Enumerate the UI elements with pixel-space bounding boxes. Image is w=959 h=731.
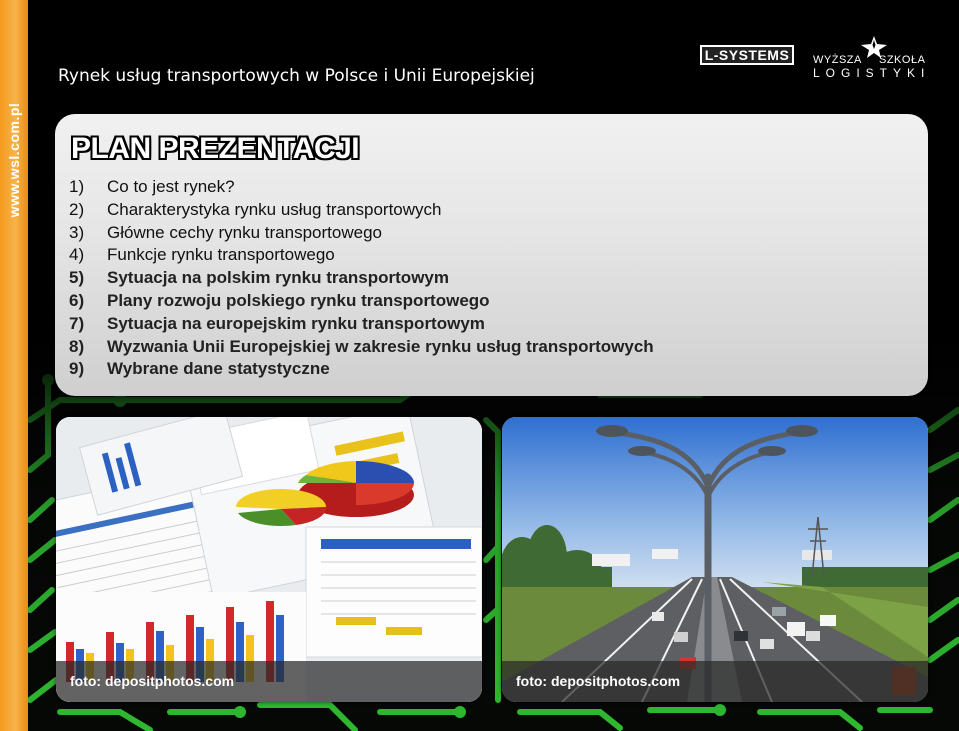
wsl-logo-word-left: WYŻSZA: [813, 54, 862, 66]
side-website-label: [1, 100, 27, 220]
wsl-logo-line2: LOGISTYKI: [813, 66, 931, 80]
agenda-item: [69, 176, 654, 199]
wsl-logo: [813, 36, 931, 82]
photo-credit-text: foto: depositphotos.com: [70, 673, 235, 689]
plan-heading: PLAN PREZENTACJI: [71, 132, 360, 165]
agenda-item-text: Sytuacja na polskim rynku transportowym: [107, 268, 449, 288]
agenda-item: [69, 290, 654, 313]
wsl-logo-word-right: SZKOŁA: [879, 54, 926, 66]
agenda-item-number: 1): [69, 177, 85, 196]
lsystems-logo-text: L-SYSTEMS: [704, 47, 790, 63]
agenda-item-number: 8): [69, 336, 85, 356]
agenda-item-number: 4): [69, 245, 85, 265]
photo-credit-text: foto: depositphotos.com: [516, 673, 681, 689]
agenda-item: [69, 313, 654, 336]
agenda-item-text: Plany rozwoju polskiego rynku transportowego: [107, 290, 490, 310]
photo-credit-bar: [502, 661, 928, 702]
photo-credit-bar: [56, 661, 482, 702]
agenda-item-text: Wyzwania Unii Europejskiej w zakresie rynku usług transportowych: [107, 336, 654, 356]
wsl-logo-line1: [813, 54, 926, 66]
agenda-item-text: Główne cechy rynku transportowego: [107, 222, 382, 242]
agenda-item: [69, 358, 654, 381]
agenda-list: [69, 176, 654, 381]
agenda-item-number: 2): [69, 199, 85, 219]
deck-title: Rynek usług transportowych w Polsce i Unii Europejskiej: [58, 66, 535, 86]
photo-business-charts: [56, 417, 482, 702]
agenda-item-text: Sytuacja na europejskim rynku transportowym: [107, 313, 485, 333]
agenda-item: [69, 199, 654, 222]
agenda-item-text: Funkcje rynku transportowego: [107, 245, 335, 265]
agenda-item-number: 3): [69, 222, 85, 242]
agenda-item-number: 9): [69, 359, 85, 379]
highway-photo-illustration: [502, 417, 928, 702]
agenda-item-text: Wybrane dane statystyczne: [107, 359, 330, 379]
photo-highway: [502, 417, 928, 702]
side-url-text: www.wsl.com.pl: [6, 102, 22, 218]
agenda-item: [69, 267, 654, 290]
charts-photo-illustration: [56, 417, 482, 702]
agenda-item-text: Charakterystyka rynku usług transportowych: [107, 199, 442, 219]
agenda-item: [69, 336, 654, 359]
content-panel: [55, 114, 928, 396]
lsystems-logo: [700, 45, 794, 65]
agenda-item-number: 5): [69, 268, 85, 288]
agenda-item: [69, 222, 654, 245]
agenda-item-number: 7): [69, 313, 85, 333]
agenda-item-number: 6): [69, 290, 85, 310]
agenda-item-text: Co to jest rynek?: [107, 177, 235, 196]
agenda-item: [69, 244, 654, 267]
